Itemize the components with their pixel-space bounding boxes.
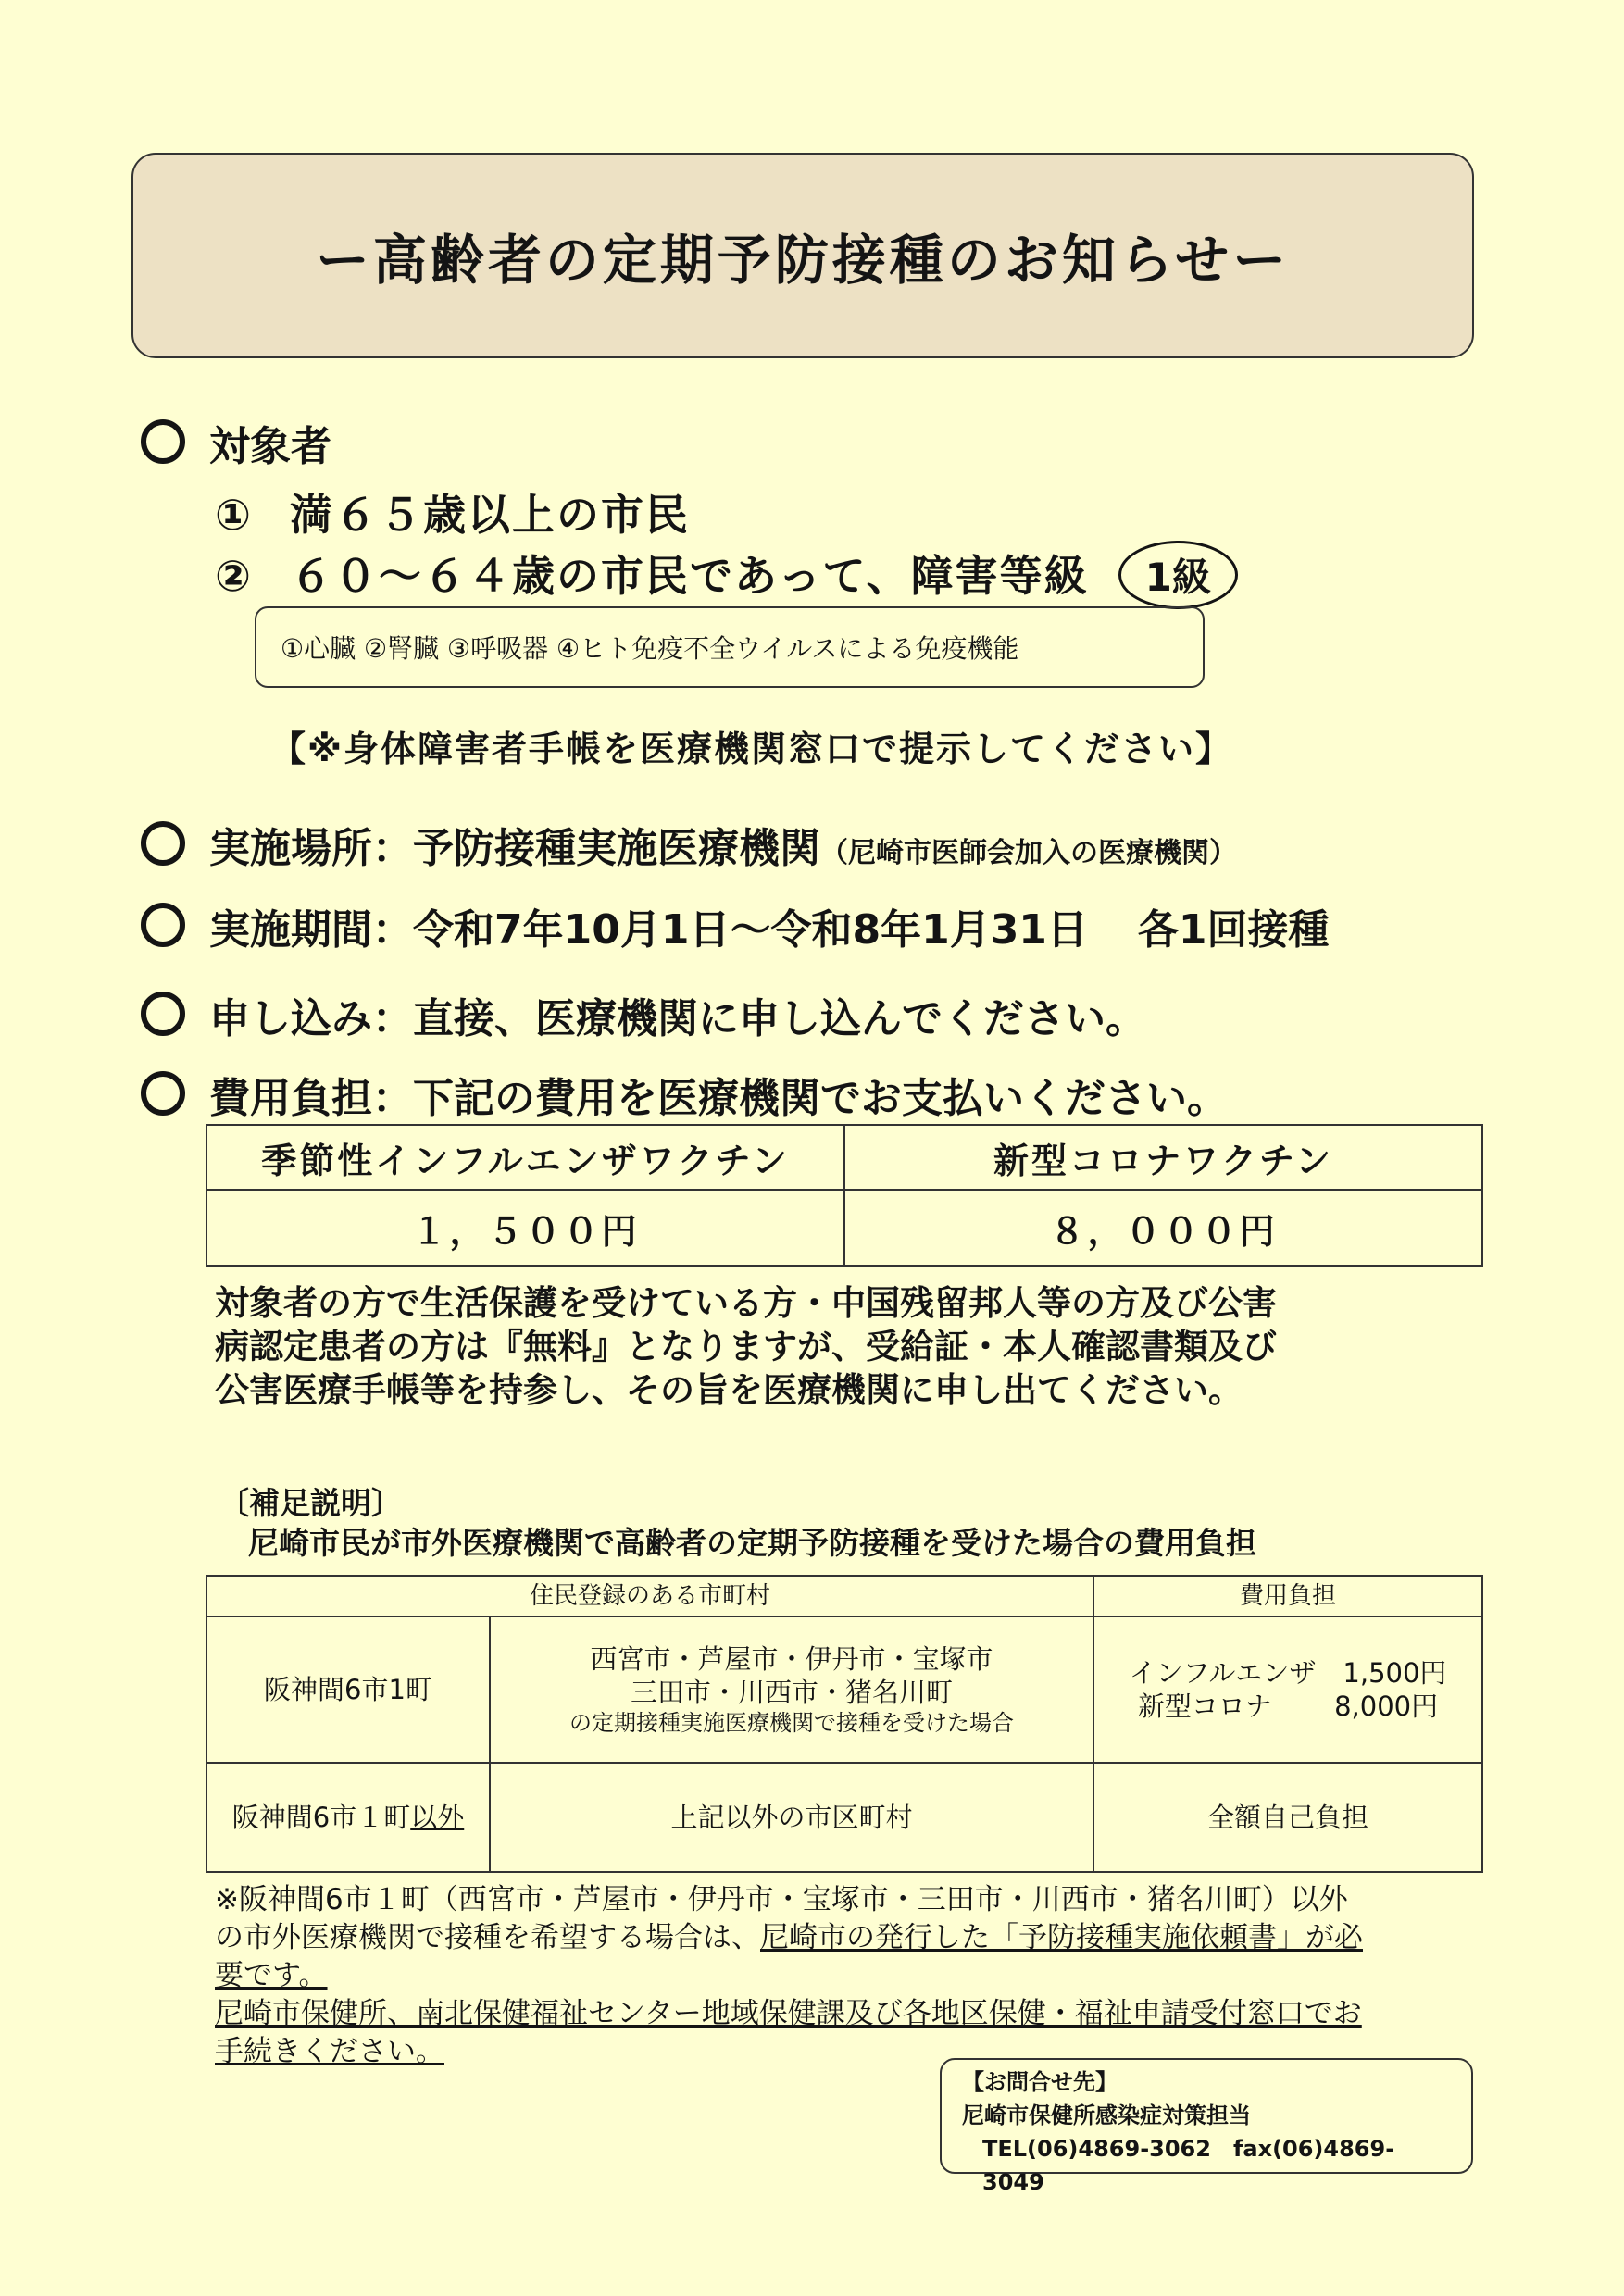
row1-cost-flu: インフルエンザ 1,500円	[1129, 1656, 1447, 1689]
organs-list: ①心臓 ②腎臓 ③呼吸器 ④ヒト免疫不全ウイルスによる免疫機能	[281, 633, 1019, 664]
fee-header-covid: 新型コロナワクチン	[844, 1125, 1482, 1190]
row2-label-main: 阪神間6市１町	[231, 1801, 411, 1833]
supplement-table	[206, 1575, 1483, 1873]
target-heading-row	[141, 413, 331, 472]
row2-label-except: 以外	[410, 1801, 465, 1833]
row2-cost: 全額自己負担	[1093, 1763, 1482, 1872]
row1-area	[490, 1616, 1093, 1763]
period-count: 各1回接種	[1137, 906, 1330, 954]
fee-table	[206, 1124, 1483, 1267]
contact-box	[940, 2058, 1473, 2195]
supplement-heading: 〔補足説明〕	[219, 1485, 402, 1521]
period-label: 実施期間：令和7年10月1日～令和8年1月31日	[209, 906, 1088, 954]
target-item-1	[215, 481, 690, 543]
item-text-1: 満６５歳以上の市民	[289, 490, 690, 540]
footnote-line-1: ※阪神間6市１町（西宮市・芦屋市・伊丹市・宝塚市・三田市・川西市・猪名川町）以外	[215, 1883, 1348, 1916]
target-item-2	[215, 541, 1238, 609]
handbook-note: 【※身体障害者手帳を医療機関窓口で提示してください】	[270, 729, 1232, 769]
row1-cities-1: 西宮市・芦屋市・伊丹市・宝塚市	[590, 1642, 993, 1675]
place-label: 実施場所：予防接種実施医療機関	[209, 825, 820, 872]
free-note-line: 対象者の方で生活保護を受けている方・中国残留邦人等の方及び公害	[215, 1283, 1277, 1323]
footnote-line-2a: の市外医療機関で接種を希望する場合は、	[215, 1921, 760, 1954]
fee-header-flu: 季節性インフルエンザワクチン	[206, 1125, 844, 1190]
bullet-circle-icon	[141, 1071, 185, 1116]
contact-heading: 【お問合せ先】	[962, 2069, 1118, 2095]
footnote-line-2	[215, 1919, 1363, 1957]
item-number-1: ①	[215, 490, 253, 540]
footnote-line-3: 要です。	[215, 1959, 328, 1992]
target-heading: 対象者	[209, 423, 331, 470]
apply-row	[141, 985, 1146, 1044]
apply-label: 申し込み：直接、医療機関に申し込んでください。	[209, 995, 1146, 1042]
free-note	[215, 1281, 1277, 1412]
fee-value-flu: １，５００円	[206, 1190, 844, 1266]
row2-area: 上記以外の市区町村	[490, 1763, 1093, 1872]
organs-box	[255, 606, 1205, 688]
fee-value-covid: ８，０００円	[844, 1190, 1482, 1266]
col-header-area: 住民登録のある市町村	[206, 1576, 1093, 1616]
footnote-line-5: 手続きください。	[215, 2035, 444, 2068]
row2-label	[206, 1763, 490, 1872]
col-header-cost: 費用負担	[1093, 1576, 1482, 1616]
place-sub: （尼崎市医師会加入の医療機関）	[820, 837, 1237, 869]
item-number-2: ②	[215, 551, 253, 601]
period-row	[141, 896, 1330, 955]
row1-cities-3: の定期接種実施医療機関で接種を受けた場合	[569, 1710, 1014, 1737]
page-title: ー高齢者の定期予防接種のお知らせー	[315, 229, 1291, 292]
bullet-circle-icon	[141, 821, 185, 866]
contact-phone: TEL(06)4869-3062 fax(06)4869-3049	[982, 2136, 1395, 2195]
supplement-subheading: 尼崎市民が市外医療機関で高齢者の定期予防接種を受けた場合の費用負担	[248, 1525, 1256, 1561]
contact-name: 尼崎市保健所感染症対策担当	[962, 2103, 1251, 2128]
row1-cost	[1093, 1616, 1482, 1763]
place-row	[141, 815, 1237, 874]
title-box	[131, 153, 1474, 358]
free-note-line: 公害医療手帳等を持参し、その旨を医療機関に申し出てください。	[215, 1370, 1243, 1410]
bullet-circle-icon	[141, 903, 185, 947]
row1-label: 阪神間6市1町	[206, 1616, 490, 1763]
cost-row	[141, 1065, 1228, 1124]
footnote-line-2b: 尼崎市の発行した「予防接種実施依頼書」が必	[760, 1921, 1363, 1954]
grade-oval: 1級	[1118, 541, 1238, 609]
bullet-circle-icon	[141, 419, 185, 464]
free-note-line: 病認定患者の方は『無料』となりますが、受給証・本人確認書類及び	[215, 1327, 1277, 1366]
footnote-line-4: 尼崎市保健所、南北保健福祉センター地域保健課及び各地区保健・福祉申請受付窓口でお	[215, 1997, 1362, 2030]
bullet-circle-icon	[141, 992, 185, 1036]
footnote	[215, 1881, 1363, 2071]
row1-cost-covid: 新型コロナ 8,000円	[1137, 1691, 1439, 1722]
cost-label: 費用負担：下記の費用を医療機関でお支払いください。	[209, 1075, 1228, 1122]
item-text-2: ６０～６４歳の市民であって、障害等級	[289, 551, 1089, 601]
row1-cities-2: 三田市・川西市・猪名川町	[630, 1677, 953, 1708]
